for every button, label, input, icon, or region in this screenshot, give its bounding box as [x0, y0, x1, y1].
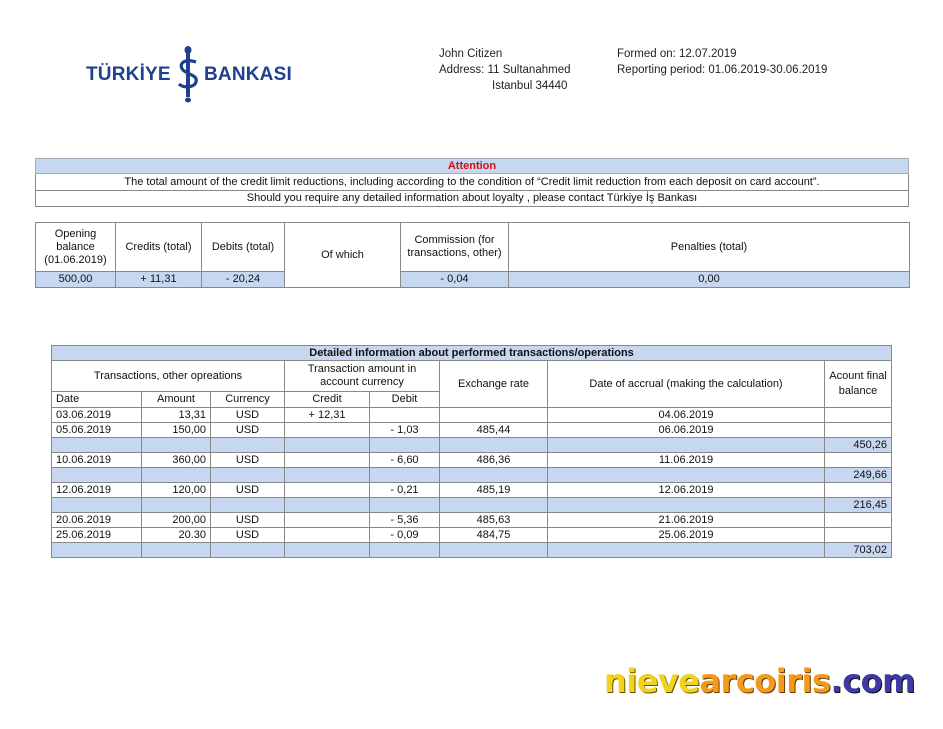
cell-amount: 360,00: [142, 453, 211, 468]
cell-currency: [211, 468, 285, 483]
table-row: [52, 468, 892, 483]
summary-value-debits: - 20,24: [202, 272, 285, 288]
cell-rate: 486,36: [440, 453, 548, 468]
summary-value-opening: 500,00: [36, 272, 116, 288]
cell-currency: [211, 438, 285, 453]
cell-date: 03.06.2019: [52, 408, 142, 423]
cell-accrual: [548, 438, 825, 453]
cell-credit: [285, 453, 370, 468]
cell-rate: 484,75: [440, 528, 548, 543]
cell-accrual: 04.06.2019: [548, 408, 825, 423]
cell-debit: - 0,21: [370, 483, 440, 498]
details-header-date: Date: [52, 392, 142, 408]
summary-header-credits: Credits (total): [116, 223, 202, 272]
cell-accrual: 12.06.2019: [548, 483, 825, 498]
cell-balance: 216,45: [825, 498, 892, 513]
cell-credit: [285, 528, 370, 543]
customer-info: [439, 46, 570, 94]
cell-debit: [370, 408, 440, 423]
cell-balance: [825, 453, 892, 468]
cell-debit: - 0,09: [370, 528, 440, 543]
cell-rate: 485,19: [440, 483, 548, 498]
table-row: [52, 453, 892, 468]
cell-debit: [370, 498, 440, 513]
cell-rate: [440, 438, 548, 453]
cell-credit: [285, 498, 370, 513]
cell-accrual: 25.06.2019: [548, 528, 825, 543]
details-table: [51, 345, 892, 558]
cell-amount: [142, 438, 211, 453]
report-info: [617, 46, 827, 78]
cell-date: 05.06.2019: [52, 423, 142, 438]
cell-currency: USD: [211, 408, 285, 423]
cell-accrual: [548, 543, 825, 558]
table-row: [52, 543, 892, 558]
customer-name: John Citizen: [439, 48, 503, 60]
cell-credit: [285, 423, 370, 438]
cell-balance: 450,26: [825, 438, 892, 453]
cell-balance: [825, 528, 892, 543]
cell-date: 20.06.2019: [52, 513, 142, 528]
table-row: [52, 498, 892, 513]
attention-title: Attention: [36, 159, 909, 174]
cell-balance: 703,02: [825, 543, 892, 558]
details-title: Detailed information about performed transactions/operations: [52, 346, 892, 361]
cell-rate: [440, 498, 548, 513]
watermark-part1: nieve: [603, 662, 700, 700]
formed-on: Formed on: 12.07.2019: [617, 48, 737, 60]
logo-text-left: TÜRKİYE: [86, 64, 171, 85]
cell-credit: [285, 468, 370, 483]
cell-accrual: [548, 468, 825, 483]
cell-credit: + 12,31: [285, 408, 370, 423]
cell-currency: USD: [211, 483, 285, 498]
watermark-part3: .com: [830, 662, 915, 700]
cell-credit: [285, 513, 370, 528]
cell-accrual: 06.06.2019: [548, 423, 825, 438]
details-header-debit: Debit: [370, 392, 440, 408]
cell-rate: [440, 468, 548, 483]
attention-line2: Should you require any detailed information about loyalty , please contact Türkiye İş Bankası: [36, 191, 909, 207]
cell-accrual: 11.06.2019: [548, 453, 825, 468]
cell-balance: [825, 483, 892, 498]
summary-header-commission: Commission (for transactions, other): [401, 223, 509, 272]
summary-value-commission: - 0,04: [401, 272, 509, 288]
cell-date: [52, 438, 142, 453]
cell-balance: [825, 408, 892, 423]
watermark-part2: arcoiris: [699, 662, 831, 700]
summary-table: [35, 222, 910, 288]
details-header-exchange: Exchange rate: [440, 361, 548, 408]
cell-credit: [285, 483, 370, 498]
bank-logo: [86, 44, 301, 104]
details-header-currency: Currency: [211, 392, 285, 408]
cell-date: [52, 498, 142, 513]
customer-address-line2: Istanbul 34440: [492, 80, 568, 92]
cell-amount: [142, 498, 211, 513]
cell-amount: [142, 543, 211, 558]
table-row: [52, 438, 892, 453]
cell-debit: - 5,36: [370, 513, 440, 528]
summary-header-opening: Opening balance (01.06.2019): [36, 223, 116, 272]
details-header-amount: Amount: [142, 392, 211, 408]
details-header-accrual: Date of accrual (making the calculation): [548, 361, 825, 408]
cell-credit: [285, 438, 370, 453]
cell-balance: 249,66: [825, 468, 892, 483]
customer-address-line1: Address: 11 Sultanahmed: [439, 64, 571, 76]
cell-amount: 20.30: [142, 528, 211, 543]
cell-currency: USD: [211, 423, 285, 438]
cell-rate: 485,63: [440, 513, 548, 528]
watermark-text: [604, 662, 915, 700]
cell-date: [52, 543, 142, 558]
table-row: [52, 483, 892, 498]
details-header-credit: Credit: [285, 392, 370, 408]
cell-currency: USD: [211, 528, 285, 543]
cell-rate: [440, 408, 548, 423]
table-row: [52, 513, 892, 528]
cell-rate: [440, 543, 548, 558]
cell-date: 25.06.2019: [52, 528, 142, 543]
cell-currency: USD: [211, 513, 285, 528]
attention-table: [35, 158, 909, 207]
table-row: [52, 423, 892, 438]
cell-amount: 150,00: [142, 423, 211, 438]
cell-date: [52, 468, 142, 483]
table-row: [52, 408, 892, 423]
cell-amount: 200,00: [142, 513, 211, 528]
cell-balance: [825, 513, 892, 528]
details-header-balance: Acount final balance: [825, 361, 892, 408]
summary-header-of-which: Of which: [285, 223, 401, 288]
cell-debit: [370, 468, 440, 483]
cell-amount: [142, 468, 211, 483]
cell-credit: [285, 543, 370, 558]
logo-text-right: BANKASI: [204, 64, 292, 85]
cell-accrual: 21.06.2019: [548, 513, 825, 528]
details-header-tx-amount: Transaction amount in account currency: [285, 361, 440, 392]
cell-amount: 13,31: [142, 408, 211, 423]
summary-value-credits: + 11,31: [116, 272, 202, 288]
cell-debit: - 1,03: [370, 423, 440, 438]
cell-date: 10.06.2019: [52, 453, 142, 468]
cell-debit: - 6,60: [370, 453, 440, 468]
cell-rate: 485,44: [440, 423, 548, 438]
cell-accrual: [548, 498, 825, 513]
bank-key-icon: [174, 44, 202, 104]
cell-date: 12.06.2019: [52, 483, 142, 498]
table-row: [52, 528, 892, 543]
cell-currency: [211, 498, 285, 513]
cell-balance: [825, 423, 892, 438]
cell-currency: [211, 543, 285, 558]
cell-currency: USD: [211, 453, 285, 468]
summary-header-penalties: Penalties (total): [509, 223, 910, 272]
summary-header-debits: Debits (total): [202, 223, 285, 272]
cell-debit: [370, 543, 440, 558]
summary-value-penalties: 0,00: [509, 272, 910, 288]
reporting-period: Reporting period: 01.06.2019-30.06.2019: [617, 64, 828, 76]
cell-debit: [370, 438, 440, 453]
attention-line1: The total amount of the credit limit reductions, including according to the condition of “Credit limit reduction from each deposit on card account”.: [36, 174, 909, 191]
details-header-transactions: Transactions, other opreations: [52, 361, 285, 392]
cell-amount: 120,00: [142, 483, 211, 498]
